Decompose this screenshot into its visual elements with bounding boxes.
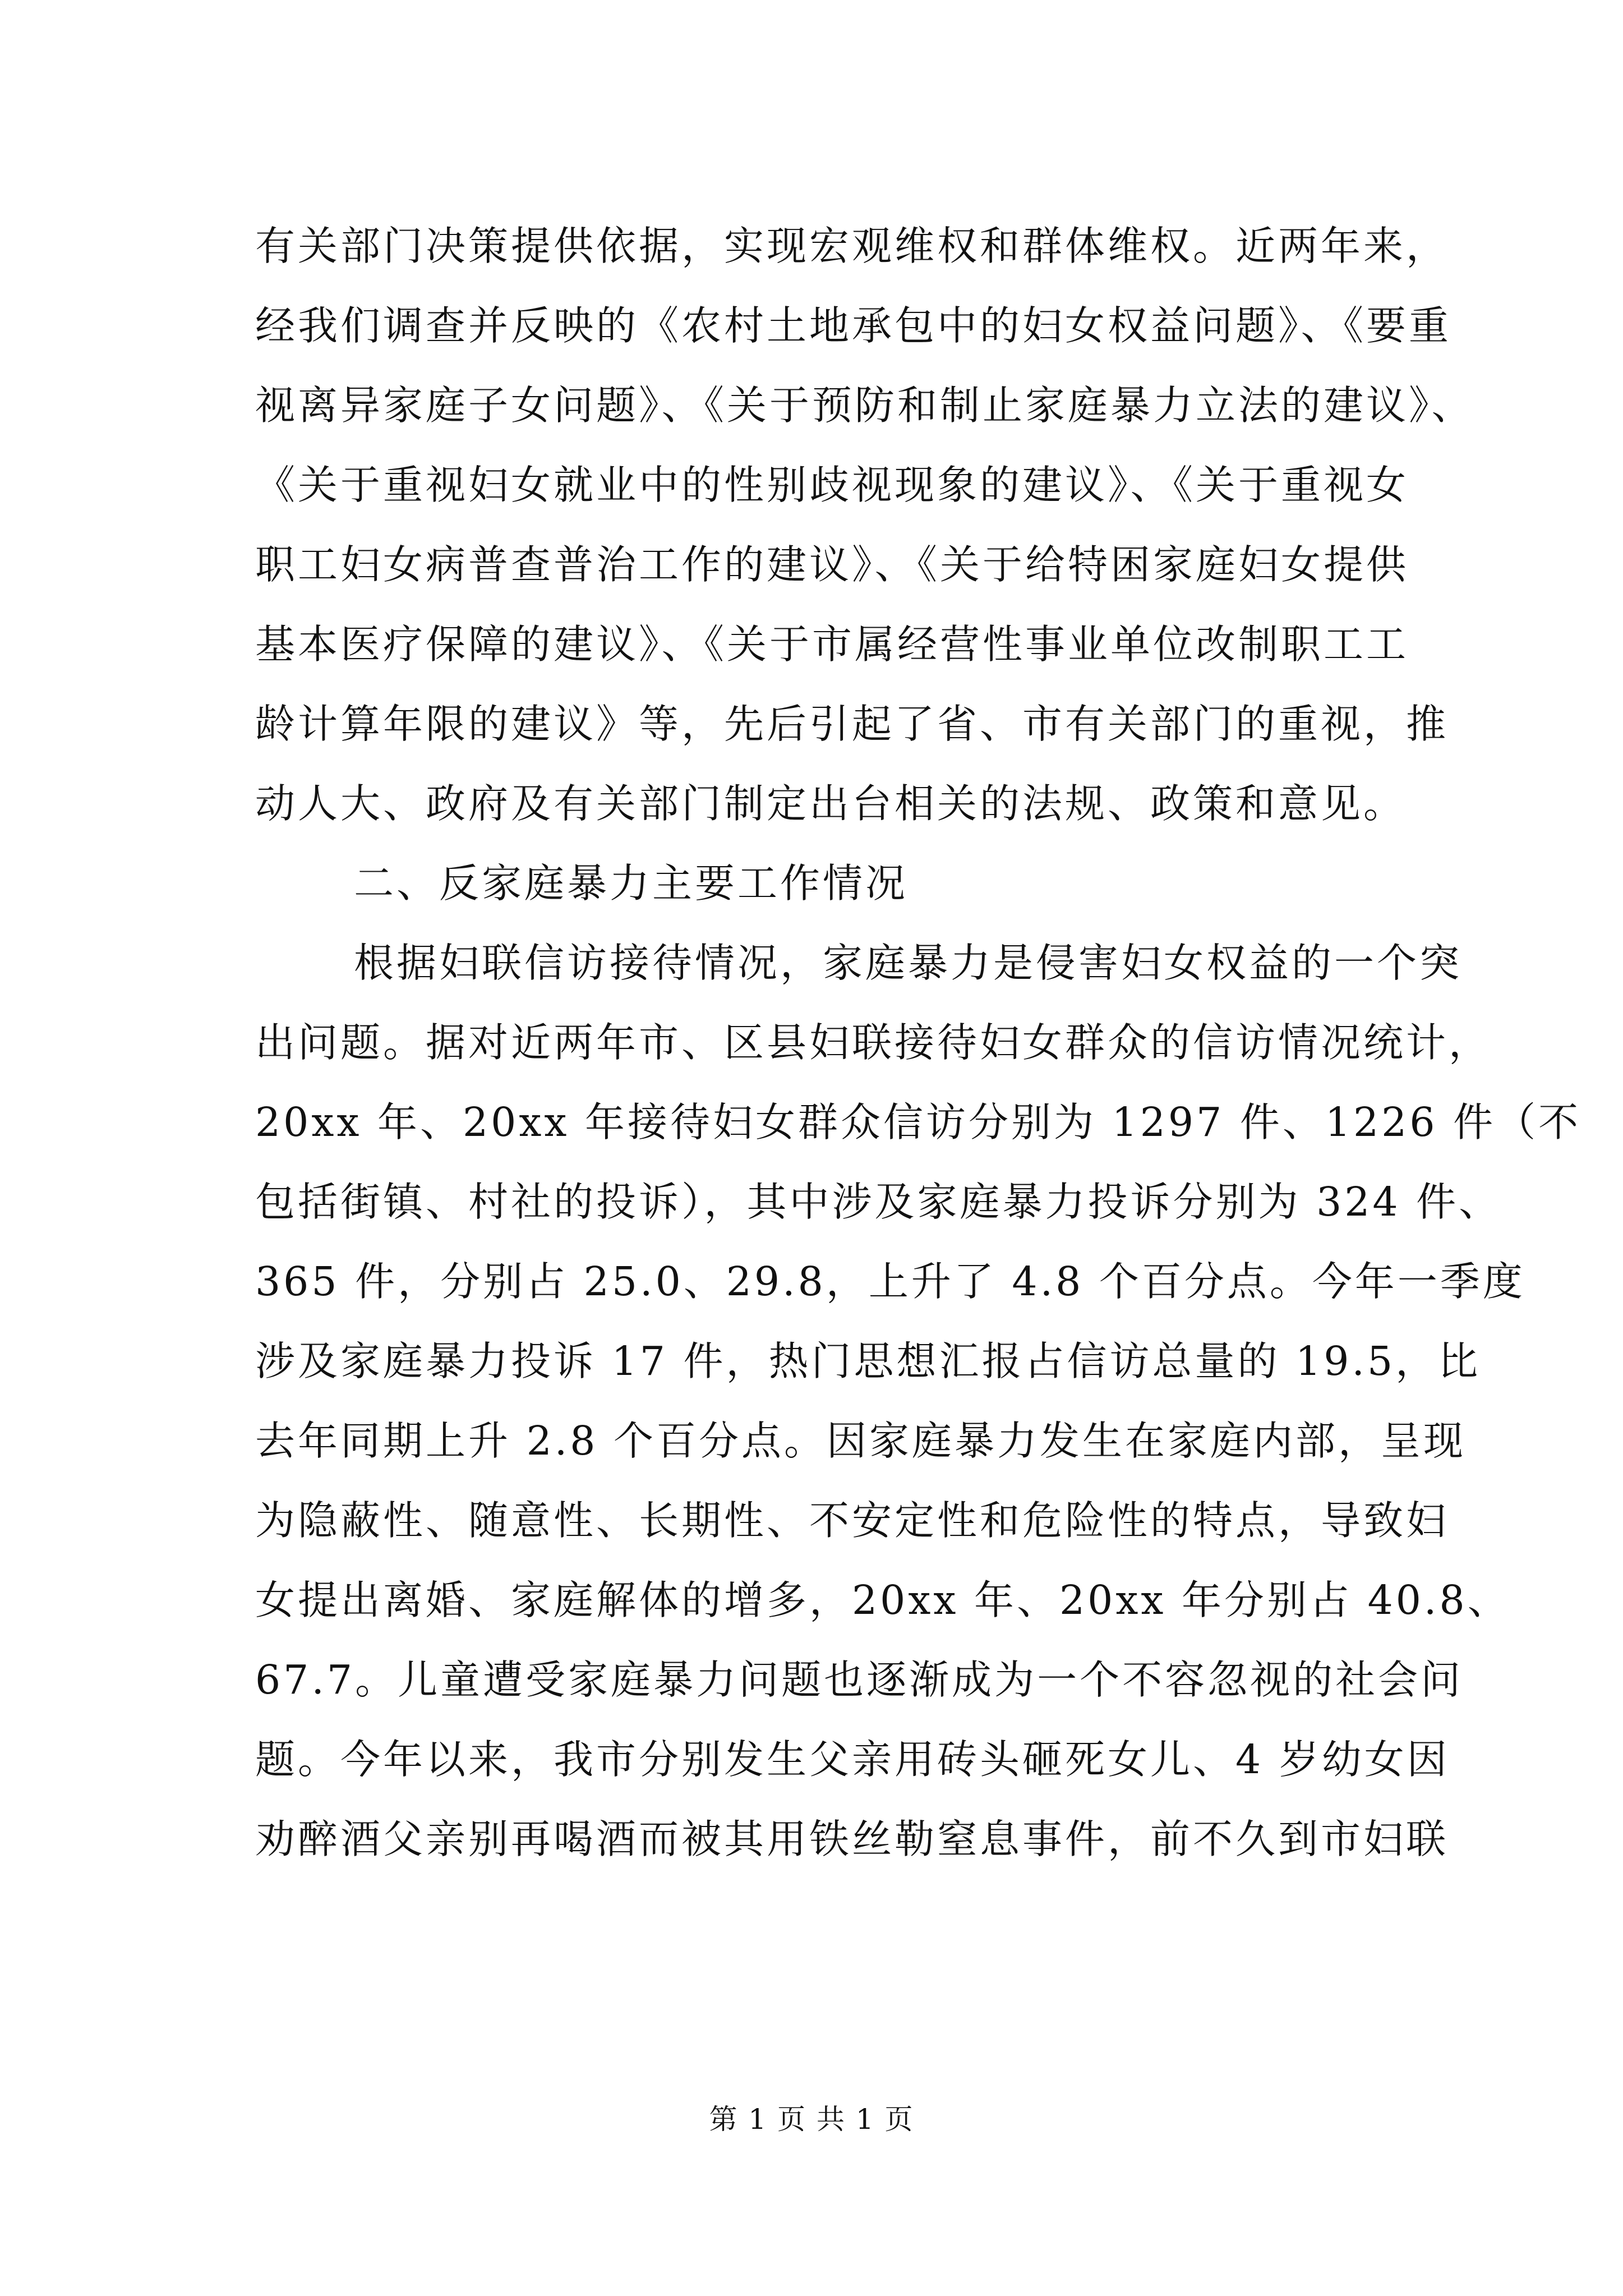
text-line: 20xx 年、20xx 年接待妇女群众信访分别为 1297 件、1226 件（不	[255, 1099, 1581, 1145]
page-footer: 第 1 页 共 1 页	[709, 2103, 914, 2136]
text-line: 女提出离婚、家庭解体的增多，20xx 年、20xx 年分别占 40.8、	[255, 1577, 1510, 1623]
text-line: 职工妇女病普查普治工作的建议》、《关于给特困家庭妇女提供	[255, 541, 1409, 588]
text-line: 视离异家庭子女问题》、《关于预防和制止家庭暴力立法的建议》、	[255, 382, 1474, 429]
text-line: 365 件，分别占 25.0、29.8，上升了 4.8 个百分点。今年一季度	[255, 1258, 1525, 1305]
text-line: 出问题。据对近两年市、区县妇联接待妇女群众的信访情况统计，	[255, 1019, 1492, 1066]
text-line: 龄计算年限的建议》等，先后引起了省、市有关部门的重视，推	[255, 701, 1449, 747]
text-line: 包括街镇、村社的投诉），其中涉及家庭暴力投诉分别为 324 件、	[255, 1179, 1502, 1225]
text-line: 根据妇联信访接待情况，家庭暴力是侵害妇女权益的一个突	[354, 940, 1463, 986]
text-line: 67.7。儿童遭受家庭暴力问题也逐渐成为一个不容忽视的社会问	[255, 1657, 1464, 1703]
text-line: 经我们调查并反映的《农村土地承包中的妇女权益问题》、《要重	[255, 302, 1452, 349]
text-line: 题。今年以来，我市分别发生父亲用砖头砸死女儿、4 岁幼女因	[255, 1736, 1450, 1783]
text-line: 劝醉酒父亲别再喝酒而被其用铁丝勒窒息事件，前不久到市妇联	[255, 1816, 1449, 1862]
text-line: 涉及家庭暴力投诉 17 件，热门思想汇报占信访总量的 19.5，比	[255, 1338, 1481, 1384]
section-heading: 二、反家庭暴力主要工作情况	[354, 860, 909, 907]
text-line: 去年同期上升 2.8 个百分点。因家庭暴力发生在家庭内部，呈现	[255, 1418, 1467, 1464]
text-line: 有关部门决策提供依据，实现宏观维权和群体维权。近两年来，	[255, 223, 1449, 269]
text-line: 《关于重视妇女就业中的性别歧视现象的建议》、《关于重视女	[255, 462, 1409, 508]
text-line: 动人大、政府及有关部门制定出台相关的法规、政策和意见。	[255, 780, 1407, 827]
text-line: 基本医疗保障的建议》、《关于市属经营性事业单位改制职工工	[255, 621, 1409, 668]
text-line: 为隐蔽性、随意性、长期性、不安定性和危险性的特点，导致妇	[255, 1497, 1449, 1544]
body-text	[255, 206, 1581, 1879]
